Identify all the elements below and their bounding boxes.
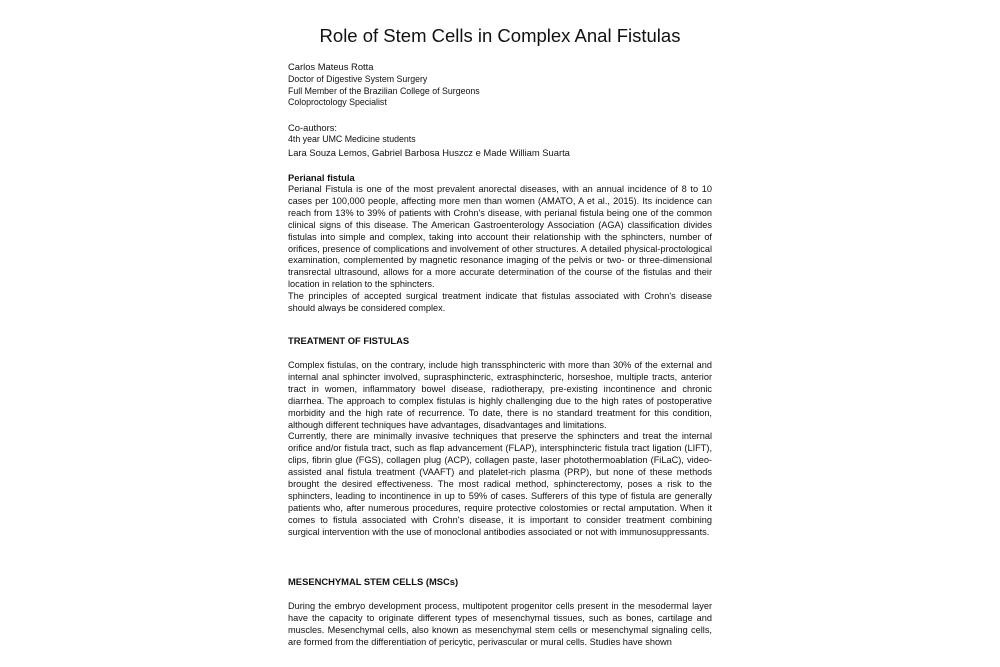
coauthors-heading: Co-authors:: [288, 122, 337, 133]
paragraph: The principles of accepted surgical treatment indicate that fistulas associated with Crohn's disease should always be considered complex.: [288, 291, 712, 314]
author-credentials: [288, 74, 480, 109]
section-heading-treatment: TREATMENT OF FISTULAS: [288, 335, 410, 346]
coauthors-block: [288, 134, 570, 159]
section-heading-perianal-fistula: Perianal fistula: [288, 172, 355, 183]
page-title: Role of Stem Cells in Complex Anal Fistulas: [319, 25, 681, 46]
section-body-treatment: [288, 360, 712, 539]
section-heading-mscs: MESENCHYMAL STEM CELLS (MSCs): [288, 576, 459, 587]
paragraph: During the embryo development process, multipotent progenitor cells present in the mesodermal layer have the capacity to originate different types of mesenchymal tissues, such as bones, cartilage and muscles. Mesenchymal cells, also known as mesenchymal stem cells or mesenchymal signaling cells, are formed from the differentiation of pericytic, perivascular or mural cells. Studies have shown: [288, 601, 712, 647]
paragraph: Perianal Fistula is one of the most prevalent anorectal diseases, with an annual incidence of 8 to 10 cases per 100,000 people, affecting more men than women (AMATO, A et al., 2015). Its incidence can reach from 13% to 39% of patients with Crohn's disease, with perianal fistula being one of the common clinical signs of this disease. The American Gastroenterology Association (AGA) classification divides fistulas into simple and complex, taking into account their relationship with the sphincters, number of orifices, presence of complications and involvement of other structures. A detailed physical-proctological examination, complemented by magnetic resonance imaging of the pelvis or two- or three-dimensional transrectal ultrasound, allows for a more accurate determination of the course of the fistulas and their location in relation to the sphincters.: [288, 184, 712, 290]
credential-line: Full Member of the Brazilian College of Surgeons: [288, 85, 480, 96]
paragraph: Complex fistulas, on the contrary, include high transsphincteric with more than 30% of the external and internal anal sphincter involved, suprasphincteric, extrasphincteric, horseshoe, multiple tracts, anterior tract in women, inflammatory bowel disease, radiotherapy, pre-existing incontinence and chronic diarrhea. The approach to complex fistulas is highly challenging due to the high rates of postoperative morbidity and the high rate of recurrence. To date, there is no standard treatment for this condition, although different techniques have advantages, disadvantages and limitations.: [288, 360, 712, 430]
coauthors-affiliation: 4th year UMC Medicine students: [288, 134, 416, 144]
paragraph: Currently, there are minimally invasive techniques that preserve the sphincters and treat the internal orifice and/or fistula tract, such as flap advancement (FLAP), intersphincteric fistula tract ligation (LIFT), clips, fibrin glue (FGS), collagen plug (ACP), collagen paste, laser photothermoablation (FiLaC), video-assisted anal fistula treatment (VAAFT) and platelet-rich plasma (PRP), but none of these methods brought the desired effectiveness. The most radical method, sphincterectomy, poses a risk to the sphincters, leading to incontinence in up to 59% of cases. Sufferers of this type of fistula are generally patients who, after numerous procedures, require protective colostomies or rectal amputation. When it comes to fistula associated with Crohn's disease, it is important to consider treatment combining surgical intervention with the use of monoclonal antibodies associated or not with immunosuppressants.: [288, 431, 712, 537]
author-name: Carlos Mateus Rotta: [288, 61, 374, 72]
section-body-perianal-fistula: [288, 184, 712, 315]
credential-line: Doctor of Digestive System Surgery: [288, 74, 428, 84]
section-body-mscs: [288, 601, 712, 649]
credential-line: Coloproctology Specialist: [288, 97, 387, 107]
coauthors-names: Lara Souza Lemos, Gabriel Barbosa Huszcz e Made William Suarta: [288, 146, 570, 158]
